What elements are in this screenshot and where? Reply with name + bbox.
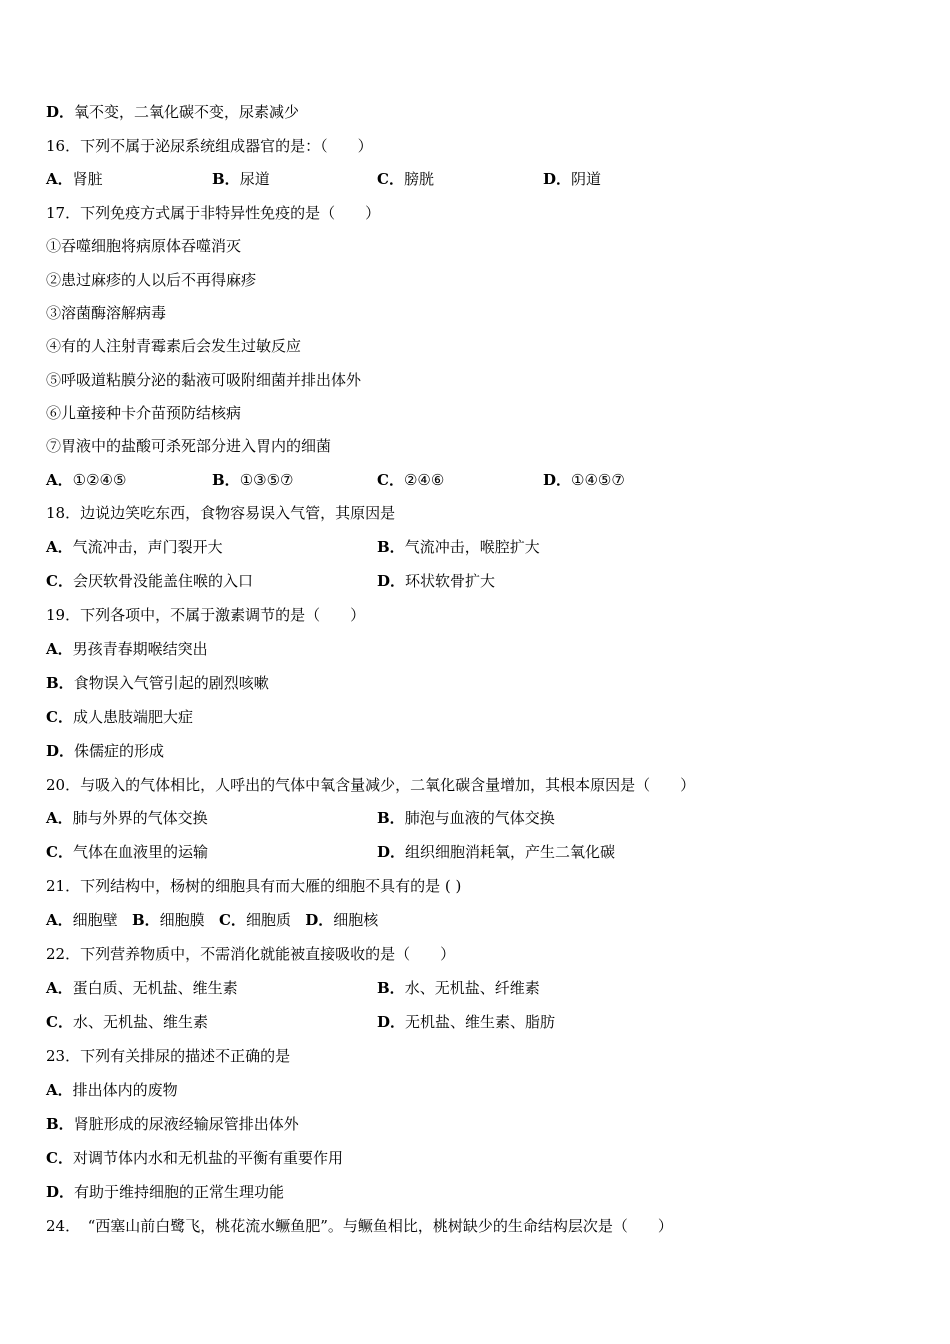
option-text: 气流冲击，喉腔扩大 bbox=[404, 538, 540, 556]
q20-option-a bbox=[46, 808, 208, 828]
q18-option-a bbox=[46, 537, 223, 557]
option-letter: A． bbox=[46, 170, 73, 188]
q17-option-d bbox=[543, 470, 625, 490]
option-letter: D． bbox=[377, 843, 406, 861]
q16-stem: 16．下列不属于泌尿系统组成器官的是：（ ） bbox=[46, 137, 373, 155]
q21-option-d bbox=[305, 911, 378, 929]
option-text: ②④⑥ bbox=[403, 471, 445, 489]
option-letter: C． bbox=[46, 708, 73, 726]
option-text: 对调节体内水和无机盐的平衡有重要作用 bbox=[72, 1149, 343, 1167]
q19-option-d bbox=[46, 741, 164, 761]
option-letter: D． bbox=[305, 911, 334, 929]
q19-stem: 19．下列各项中，不属于激素调节的是（ ） bbox=[46, 606, 366, 624]
option-text: 膀胱 bbox=[403, 170, 434, 188]
option-letter: C． bbox=[377, 170, 404, 188]
option-letter: A． bbox=[46, 809, 73, 827]
option-letter: D． bbox=[377, 572, 406, 590]
option-letter: B． bbox=[377, 979, 405, 997]
q21-option-b bbox=[132, 911, 205, 929]
option-text: 组织细胞消耗氧，产生二氧化碳 bbox=[405, 843, 616, 861]
q19-option-b bbox=[46, 673, 269, 693]
q16-option-a bbox=[46, 169, 103, 189]
q20-option-d bbox=[377, 842, 615, 862]
option-letter: B． bbox=[131, 911, 160, 929]
option-text: ①④⑤⑦ bbox=[571, 471, 625, 489]
q23-option-b bbox=[46, 1114, 299, 1134]
q20-stem: 20．与吸入的气体相比，人呼出的气体中氧含量减少，二氧化碳含量增加，其根本原因是（ ） bbox=[46, 776, 696, 794]
q17-item-3: ③溶菌酶溶解病毒 bbox=[46, 304, 167, 322]
option-text: 水、无机盐、纤维素 bbox=[404, 979, 540, 997]
q20-option-b bbox=[377, 808, 555, 828]
q21-options bbox=[46, 910, 378, 930]
option-text: 排出体内的废物 bbox=[72, 1081, 178, 1099]
option-letter: B． bbox=[377, 538, 405, 556]
option-text: 细胞膜 bbox=[159, 911, 205, 929]
option-letter: D． bbox=[377, 1013, 406, 1031]
q16-option-d bbox=[543, 169, 601, 189]
q24-stem: 24． “西塞山前白鹭飞，桃花流水鳜鱼肥”。与鳜鱼相比，桃树缺少的生命结构层次是（ ） bbox=[46, 1217, 673, 1235]
option-text: ①③⑤⑦ bbox=[239, 471, 294, 489]
option-letter: A． bbox=[46, 911, 73, 929]
option-letter: C． bbox=[46, 843, 73, 861]
q17-item-2: ②患过麻疹的人以后不再得麻疹 bbox=[46, 271, 257, 289]
option-text: 细胞核 bbox=[333, 911, 379, 929]
q23-stem: 23．下列有关排尿的描述不正确的是 bbox=[46, 1047, 291, 1065]
q15-option-d bbox=[46, 102, 299, 122]
option-letter: A． bbox=[46, 471, 73, 489]
option-letter: B． bbox=[212, 471, 240, 489]
q16-option-c bbox=[377, 169, 434, 189]
option-text: 阴道 bbox=[571, 170, 602, 188]
option-text: 会厌软骨没能盖住喉的入口 bbox=[72, 572, 253, 590]
option-text: 蛋白质、无机盐、维生素 bbox=[72, 979, 238, 997]
option-letter: C． bbox=[46, 572, 73, 590]
option-letter: D． bbox=[543, 471, 572, 489]
option-text: 侏儒症的形成 bbox=[74, 742, 165, 760]
q17-option-c bbox=[377, 470, 444, 490]
option-letter: A． bbox=[46, 538, 73, 556]
option-text: 气流冲击，声门裂开大 bbox=[72, 538, 223, 556]
q18-option-b bbox=[377, 537, 540, 557]
q21-option-c bbox=[219, 911, 291, 929]
q22-option-a bbox=[46, 978, 238, 998]
option-letter: A． bbox=[46, 1081, 73, 1099]
q17-option-a bbox=[46, 470, 126, 490]
option-text: 水、无机盐、维生素 bbox=[72, 1013, 208, 1031]
option-letter: C． bbox=[46, 1149, 73, 1167]
option-letter: A． bbox=[46, 979, 73, 997]
option-text: ①②④⑤ bbox=[72, 471, 127, 489]
q17-stem: 17．下列免疫方式属于非特异性免疫的是（ ） bbox=[46, 204, 381, 222]
option-text: 食物误入气管引起的剧烈咳嗽 bbox=[73, 674, 269, 692]
q22-stem: 22．下列营养物质中，不需消化就能被直接吸收的是（ ） bbox=[46, 945, 456, 963]
option-letter: D． bbox=[46, 103, 75, 121]
option-letter: A． bbox=[46, 640, 73, 658]
option-text: 男孩青春期喉结突出 bbox=[72, 640, 208, 658]
option-letter: C． bbox=[218, 911, 246, 929]
q23-option-a bbox=[46, 1080, 178, 1100]
option-letter: B． bbox=[212, 170, 240, 188]
option-text: 细胞质 bbox=[245, 911, 291, 929]
q17-item-6: ⑥儿童接种卡介苗预防结核病 bbox=[46, 404, 242, 422]
q18-option-c bbox=[46, 571, 253, 591]
q23-option-c bbox=[46, 1148, 343, 1168]
option-text: 无机盐、维生素、脂肪 bbox=[405, 1013, 556, 1031]
q22-option-c bbox=[46, 1012, 208, 1032]
q20-option-c bbox=[46, 842, 208, 862]
option-letter: D． bbox=[46, 1183, 75, 1201]
option-letter: B． bbox=[377, 809, 405, 827]
q17-item-4: ④有的人注射青霉素后会发生过敏反应 bbox=[46, 337, 302, 355]
option-text: 成人患肢端肥大症 bbox=[72, 708, 193, 726]
option-letter: B． bbox=[46, 674, 74, 692]
q16-option-b bbox=[212, 169, 270, 189]
option-text: 气体在血液里的运输 bbox=[72, 843, 208, 861]
option-text: 氧不变，二氧化碳不变，尿素减少 bbox=[74, 103, 300, 121]
q17-item-1: ①吞噬细胞将病原体吞噬消灭 bbox=[46, 237, 242, 255]
q17-item-5: ⑤呼吸道粘膜分泌的黏液可吸附细菌并排出体外 bbox=[46, 371, 362, 389]
option-text: 尿道 bbox=[239, 170, 270, 188]
option-letter: D． bbox=[543, 170, 572, 188]
option-text: 肾脏 bbox=[72, 170, 103, 188]
q18-stem: 18．边说边笑吃东西，食物容易误入气管，其原因是 bbox=[46, 504, 396, 522]
q18-option-d bbox=[377, 571, 495, 591]
q23-option-d bbox=[46, 1182, 284, 1202]
q21-stem: 21．下列结构中，杨树的细胞具有而大雁的细胞不具有的是 ( ) bbox=[46, 877, 462, 895]
option-letter: B． bbox=[46, 1115, 74, 1133]
option-letter: C． bbox=[46, 1013, 73, 1031]
option-text: 肺泡与血液的气体交换 bbox=[404, 809, 555, 827]
option-text: 环状软骨扩大 bbox=[405, 572, 496, 590]
option-text: 细胞壁 bbox=[72, 911, 118, 929]
option-text: 肺与外界的气体交换 bbox=[72, 809, 208, 827]
option-text: 有助于维持细胞的正常生理功能 bbox=[74, 1183, 285, 1201]
q22-option-b bbox=[377, 978, 540, 998]
q21-option-a bbox=[46, 911, 118, 929]
option-letter: D． bbox=[46, 742, 75, 760]
q17-option-b bbox=[212, 470, 293, 490]
q22-option-d bbox=[377, 1012, 555, 1032]
q19-option-a bbox=[46, 639, 208, 659]
q17-item-7: ⑦胃液中的盐酸可杀死部分进入胃内的细菌 bbox=[46, 437, 332, 455]
option-text: 肾脏形成的尿液经输尿管排出体外 bbox=[73, 1115, 299, 1133]
option-letter: C． bbox=[377, 471, 404, 489]
q19-option-c bbox=[46, 707, 193, 727]
